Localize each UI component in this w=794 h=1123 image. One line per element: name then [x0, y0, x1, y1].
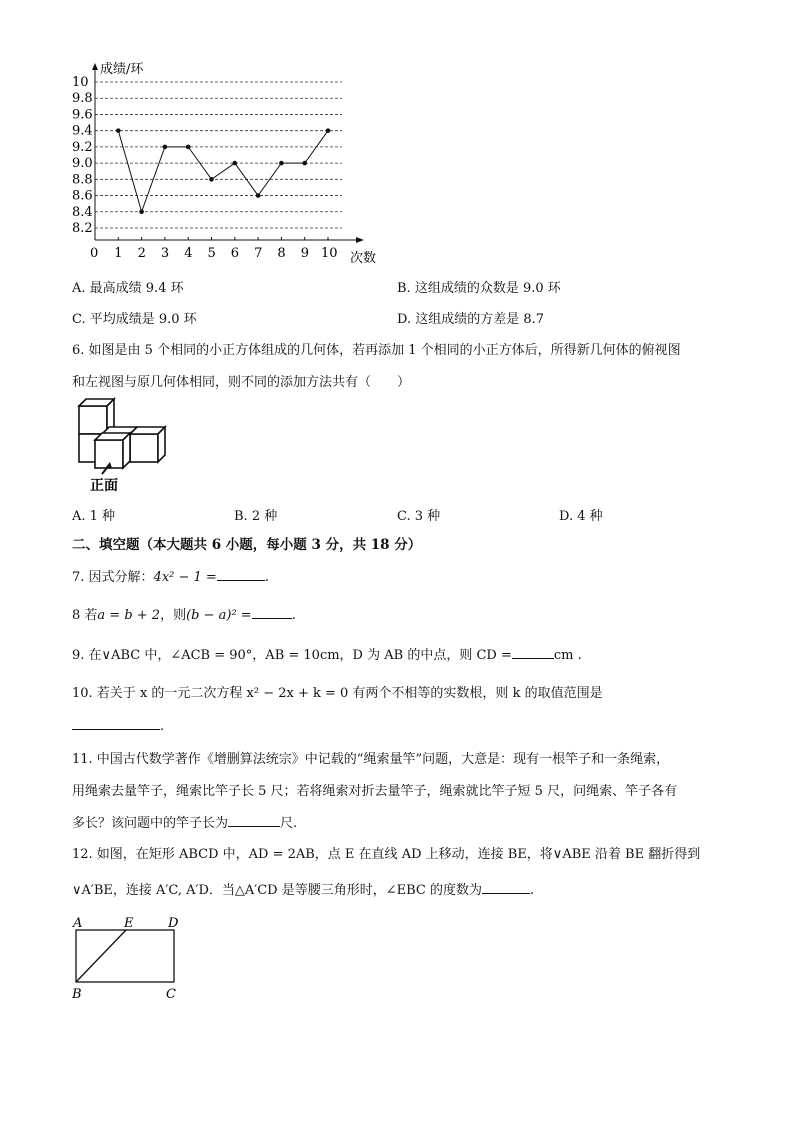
chart-grid: [95, 82, 342, 228]
data-point: [209, 177, 214, 182]
q5-option-c: C. 平均成绩是 9.0 环: [72, 312, 197, 327]
q8: [72, 604, 296, 623]
q7: [72, 566, 269, 585]
q9-unit: cm .: [553, 648, 582, 663]
q6-option-d: D. 4 种: [559, 509, 603, 524]
rectangle-figure: [68, 914, 188, 1006]
y-tick-label: 9.0: [72, 156, 93, 172]
data-point: [163, 145, 168, 150]
label-d: D: [168, 916, 179, 931]
q8-expr1: a = b + 2: [97, 608, 161, 623]
q9: [72, 644, 582, 663]
data-point: [326, 128, 331, 133]
q10-suffix: .: [160, 719, 165, 734]
q6-option-c: C. 3 种: [397, 509, 441, 524]
q9-blank[interactable]: [512, 646, 554, 659]
q8-suffix: .: [291, 608, 296, 623]
y-tick-label: 8.2: [72, 221, 93, 236]
q6-option-b: B. 2 种: [234, 509, 278, 524]
y-tick-label: 10: [72, 75, 89, 90]
x-tick-label: 6: [230, 246, 240, 261]
data-point: [139, 209, 144, 214]
score-line-chart: [60, 60, 390, 270]
y-tick-label: 9.2: [72, 139, 93, 155]
x-tick-label: 9: [300, 246, 309, 261]
q6-option-a: A. 1 种: [72, 509, 116, 524]
data-point: [233, 161, 238, 166]
chart-axes: [92, 63, 364, 243]
y-tick-label: 9.4: [72, 123, 93, 139]
cube-figure: [72, 396, 172, 496]
x-tick-label: 4: [184, 246, 193, 261]
label-e: E: [124, 916, 134, 931]
q8-mid: ，则: [160, 608, 187, 623]
x-tick-label: 7: [254, 246, 263, 261]
x-tick-label: 5: [207, 246, 216, 261]
q11-line3-suffix: 尺.: [280, 816, 298, 831]
q6-line1: 6. 如图是由 5 个相同的小正方体组成的几何体，若再添加 1 个相同的小正方体后，所得新几何体的俯视图: [72, 343, 681, 358]
q5-option-d: D. 这组成绩的方差是 8.7: [397, 312, 545, 327]
q12-line2-prefix: ∨A′BE，连接 A′C, A′D．当△A′CD 是等腰三角形时，∠EBC 的度数为: [72, 883, 482, 898]
q12-line1: 12. 如图，在矩形 ABCD 中，AD = 2AB，点 E 在直线 AD 上移动，连接 BE，将∨ABE 沿着 BE 翻折得到: [72, 847, 701, 862]
q11-blank[interactable]: [228, 814, 280, 827]
label-b: B: [72, 987, 82, 1002]
y-tick-labels: [72, 75, 93, 236]
x-axis-label: 次数: [350, 251, 377, 266]
q7-blank[interactable]: [217, 568, 265, 581]
label-c: C: [166, 987, 176, 1002]
q12-line2: [72, 879, 534, 898]
y-axis-arrow: [92, 63, 98, 70]
y-tick-label: 9.6: [72, 107, 93, 123]
x-tick-label: 3: [160, 246, 170, 261]
front-label: 正面: [90, 478, 118, 494]
x-tick-label: 10: [321, 246, 338, 261]
x-tick-label: 2: [137, 246, 146, 261]
series-line: [118, 131, 328, 212]
q12-blank[interactable]: [482, 881, 530, 894]
data-point: [279, 161, 284, 166]
q10-line1: 10. 若关于 x 的一元二次方程 x² − 2x + k = 0 有两个不相等的实数根，则 k 的取值范围是: [72, 686, 603, 701]
q6-line2: 和左视图与原几何体相同，则不同的添加方法共有（ ）: [72, 375, 411, 390]
q8-expr2: (b − a)² =: [186, 608, 252, 623]
q7-suffix: .: [264, 570, 269, 585]
data-point: [186, 145, 191, 150]
q11-line3: [72, 812, 297, 831]
q9-text: ∨ABC 中，∠ACB = 90°，AB = 10cm，D 为 AB 的中点，则 CD =: [101, 648, 512, 663]
x-axis-arrow: [356, 237, 364, 243]
q5-option-a: A. 最高成绩 9.4 环: [72, 281, 184, 296]
x-tick-labels: [90, 246, 338, 261]
q10-line2: [72, 717, 164, 734]
x-tick-label: 1: [114, 246, 123, 261]
y-axis-label: 成绩/环: [100, 62, 144, 77]
label-a: A: [73, 916, 83, 931]
q9-prefix: 9. 在: [72, 648, 102, 663]
data-point: [256, 193, 261, 198]
q5-option-b: B. 这组成绩的众数是 9.0 环: [397, 281, 561, 296]
section-title-fill-in: 二、填空题（本大题共 6 小题，每小题 3 分，共 18 分）: [72, 537, 422, 553]
q8-blank[interactable]: [252, 606, 292, 619]
q8-prefix: 8 若: [72, 608, 98, 623]
y-tick-label: 8.6: [72, 188, 93, 204]
q7-expr: 4x² − 1 =: [153, 570, 217, 585]
q11-line1: 11. 中国古代数学著作《增删算法统宗》中记载的“绳索量竿”问题，大意是：现有一根竿子和一条绳索，: [72, 752, 670, 767]
data-point: [116, 128, 121, 133]
x-tick-label: 8: [277, 246, 286, 261]
q10-blank[interactable]: [72, 717, 160, 730]
q11-line2: 用绳索去量竿子，绳索比竿子长 5 尺；若将绳索对折去量竿子，绳索就比竿子短 5 尺，问绳索、竿子各有: [72, 784, 678, 799]
q11-line3-prefix: 多长？该问题中的竿子长为: [72, 816, 229, 831]
data-point: [302, 161, 307, 166]
y-tick-label: 9.8: [72, 91, 93, 107]
q7-prefix: 7. 因式分解：: [72, 570, 154, 585]
q12-line2-suffix: .: [529, 883, 535, 898]
x-tick-label: 0: [90, 246, 99, 261]
y-tick-label: 8.4: [72, 204, 93, 220]
y-tick-label: 8.8: [72, 172, 93, 188]
